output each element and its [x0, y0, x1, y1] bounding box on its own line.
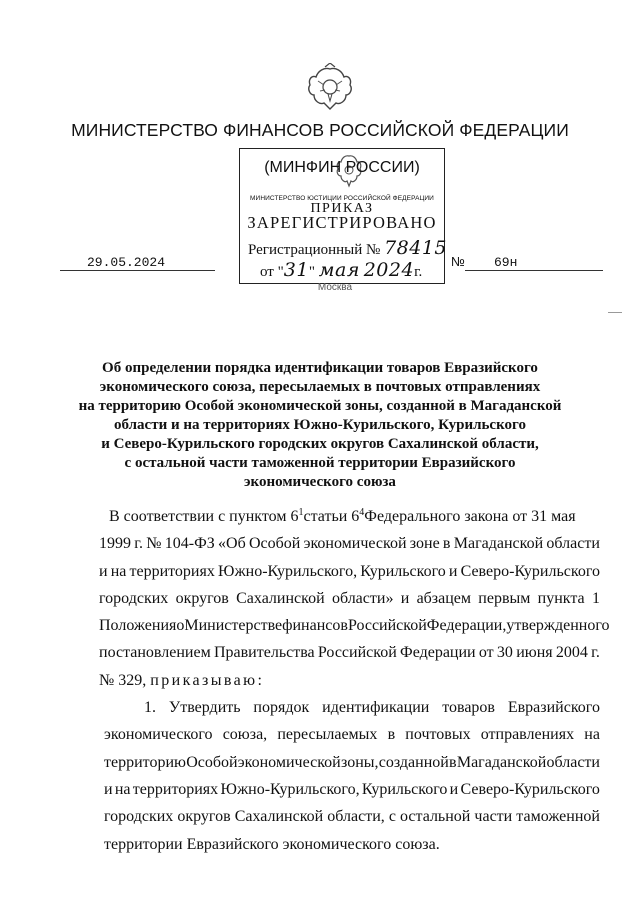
- paragraph-line: [104, 503, 600, 530]
- document-number-label: №: [451, 254, 465, 269]
- word: в: [442, 535, 451, 553]
- word: территорию: [104, 753, 186, 771]
- word: почтовых: [405, 726, 471, 744]
- word: г.: [591, 644, 600, 662]
- word: области»: [331, 589, 394, 607]
- word: товаров: [442, 699, 495, 717]
- document-date: 29.05.2024: [60, 255, 215, 271]
- title-line: Об определении порядка идентификации товаров Евразийского: [102, 360, 538, 376]
- stamp-date-line: [260, 259, 422, 281]
- ministry-heading: МИНИСТЕРСТВО ФИНАНСОВ РОССИЙСКОЙ ФЕДЕРАЦИИ: [71, 120, 569, 140]
- word: Положения: [99, 617, 177, 635]
- stamp-registered-label: ЗАРЕГИСТРИРОВАНО: [247, 213, 437, 232]
- word: 1.: [144, 699, 156, 717]
- paragraph-line: [99, 530, 600, 557]
- word: части: [474, 808, 513, 826]
- word: Российской: [317, 644, 397, 662]
- word: Утвердить: [168, 699, 241, 717]
- word: созданной: [378, 753, 449, 771]
- paragraph-line: [99, 612, 610, 639]
- word: Особой: [186, 753, 238, 771]
- word: постановлением: [99, 644, 211, 662]
- stamp-registration-label: Регистрационный №: [248, 242, 381, 258]
- paragraph-line: [104, 721, 600, 748]
- stamp-justice-ministry: МИНИСТЕРСТВО ЮСТИЦИИ РОССИЙСКОЙ ФЕДЕРАЦИИ: [250, 195, 434, 202]
- title-line: и Северо-Курильского городских округов Сахалинской области,: [101, 436, 539, 452]
- word: утвержденного: [506, 617, 610, 635]
- word: 1999: [99, 535, 131, 553]
- word: на: [114, 780, 131, 798]
- stamp-registration-line: [248, 237, 447, 259]
- word: остальной: [400, 808, 471, 826]
- word: городских: [99, 589, 169, 607]
- paragraph-line: территории Евразийского экономического союза.: [104, 835, 440, 853]
- word: области: [546, 753, 600, 771]
- paragraph-line: [99, 585, 600, 612]
- word: с: [388, 808, 396, 826]
- word: абзацем: [416, 589, 472, 607]
- word: 1: [591, 589, 600, 607]
- word: отправлениях: [480, 726, 575, 744]
- word: финансов: [282, 617, 348, 635]
- word: о: [176, 617, 185, 635]
- word: и: [449, 780, 459, 798]
- word: Особой: [248, 535, 301, 553]
- word: и: [99, 562, 108, 580]
- word: 30: [496, 644, 513, 662]
- word: Сахалинской: [234, 808, 324, 826]
- word: Правительства: [213, 644, 315, 662]
- document-number: 69н: [465, 255, 603, 271]
- paragraph-line: № 329, приказываю:: [99, 667, 600, 694]
- word: в: [387, 726, 396, 744]
- word: территориях: [132, 780, 219, 798]
- word: г.: [134, 535, 144, 553]
- word: зоны,: [340, 753, 379, 771]
- word: Южно-Курильского,: [217, 562, 358, 580]
- word: пункта: [537, 589, 585, 607]
- paragraph-line: [104, 803, 600, 830]
- paragraph-line: [99, 558, 600, 585]
- word: округов: [177, 808, 231, 826]
- stamp-order-label: ПРИКАЗ: [310, 201, 374, 216]
- stamp-date-year: 2024: [363, 259, 415, 281]
- margin-mark: [608, 312, 622, 313]
- word: порядок: [253, 699, 310, 717]
- word: на: [584, 726, 600, 744]
- order-verb: приказываю:: [150, 671, 265, 689]
- coat-of-arms-icon: [304, 63, 356, 113]
- word: экономического: [104, 726, 213, 744]
- registration-stamp: [239, 148, 448, 284]
- word: экономической: [303, 535, 407, 553]
- word: экономической: [237, 753, 341, 771]
- word: Магаданской: [456, 753, 547, 771]
- word: области: [546, 535, 600, 553]
- word: территориях: [129, 562, 215, 580]
- word: и: [400, 589, 410, 607]
- title-line: области и на территориях Южно-Курильского, Курильского: [114, 417, 526, 433]
- word: июня: [516, 644, 553, 662]
- word: на: [110, 562, 127, 580]
- word: Федерации: [400, 644, 476, 662]
- word: Курильского: [360, 562, 446, 580]
- word: 104-ФЗ: [164, 535, 215, 553]
- paragraph-line: [104, 776, 600, 803]
- word: Южно-Курильского,: [220, 780, 360, 798]
- word: зоне: [409, 535, 440, 553]
- word: в: [449, 753, 457, 771]
- word: идентификации: [322, 699, 430, 717]
- word: Северо-Курильского: [460, 780, 600, 798]
- stamp-date-day: 31: [283, 259, 309, 281]
- word: первым: [478, 589, 531, 607]
- title-line: экономического союза: [244, 474, 396, 490]
- paragraph-line: [99, 639, 600, 666]
- stamp-date-month: мая: [318, 259, 360, 281]
- word: союза,: [222, 726, 268, 744]
- word: «Об: [218, 535, 246, 553]
- text-segment: В соответствии с пунктом $6^1статьи$ $6^4Федерального$ закона от 31 мая: [109, 507, 576, 525]
- title-line: с остальной части таможенной территории Евразийского: [124, 455, 516, 471]
- word: Магаданской: [453, 535, 544, 553]
- word: от: [478, 644, 494, 662]
- word: Российской: [347, 617, 427, 635]
- stamp-date-prefix: от ": [260, 264, 284, 280]
- stamp-registration-number: 78415: [384, 237, 448, 259]
- stamp-date-suffix: г.: [414, 264, 423, 280]
- title-line: на территорию Особой экономической зоны, созданной в Магаданской: [78, 398, 562, 414]
- paragraph-line: [104, 694, 600, 721]
- word: таможенной: [516, 808, 600, 826]
- word: Министерстве: [184, 617, 283, 635]
- word: пересылаемых: [277, 726, 378, 744]
- stamp-ministry-short: (МИНФИН РОССИИ): [264, 159, 420, 176]
- word: 2004: [555, 644, 588, 662]
- word: Евразийского: [507, 699, 600, 717]
- word: Сахалинской: [236, 589, 325, 607]
- word: городских: [104, 808, 174, 826]
- word: области,: [327, 808, 385, 826]
- paragraph-line: [104, 749, 600, 776]
- word: Федерации,: [426, 617, 507, 635]
- document-body: [99, 503, 610, 858]
- word: и: [104, 780, 113, 798]
- word: Северо-Курильского: [460, 562, 600, 580]
- word: №: [146, 535, 162, 553]
- word: Курильского: [361, 780, 448, 798]
- document-city: Москва: [317, 282, 353, 293]
- word: и: [448, 562, 458, 580]
- title-line: экономического союза, пересылаемых в почтовых отправлениях: [99, 379, 541, 395]
- stamp-date-sep: ": [308, 264, 316, 280]
- document-title: [40, 359, 600, 492]
- word: округов: [175, 589, 229, 607]
